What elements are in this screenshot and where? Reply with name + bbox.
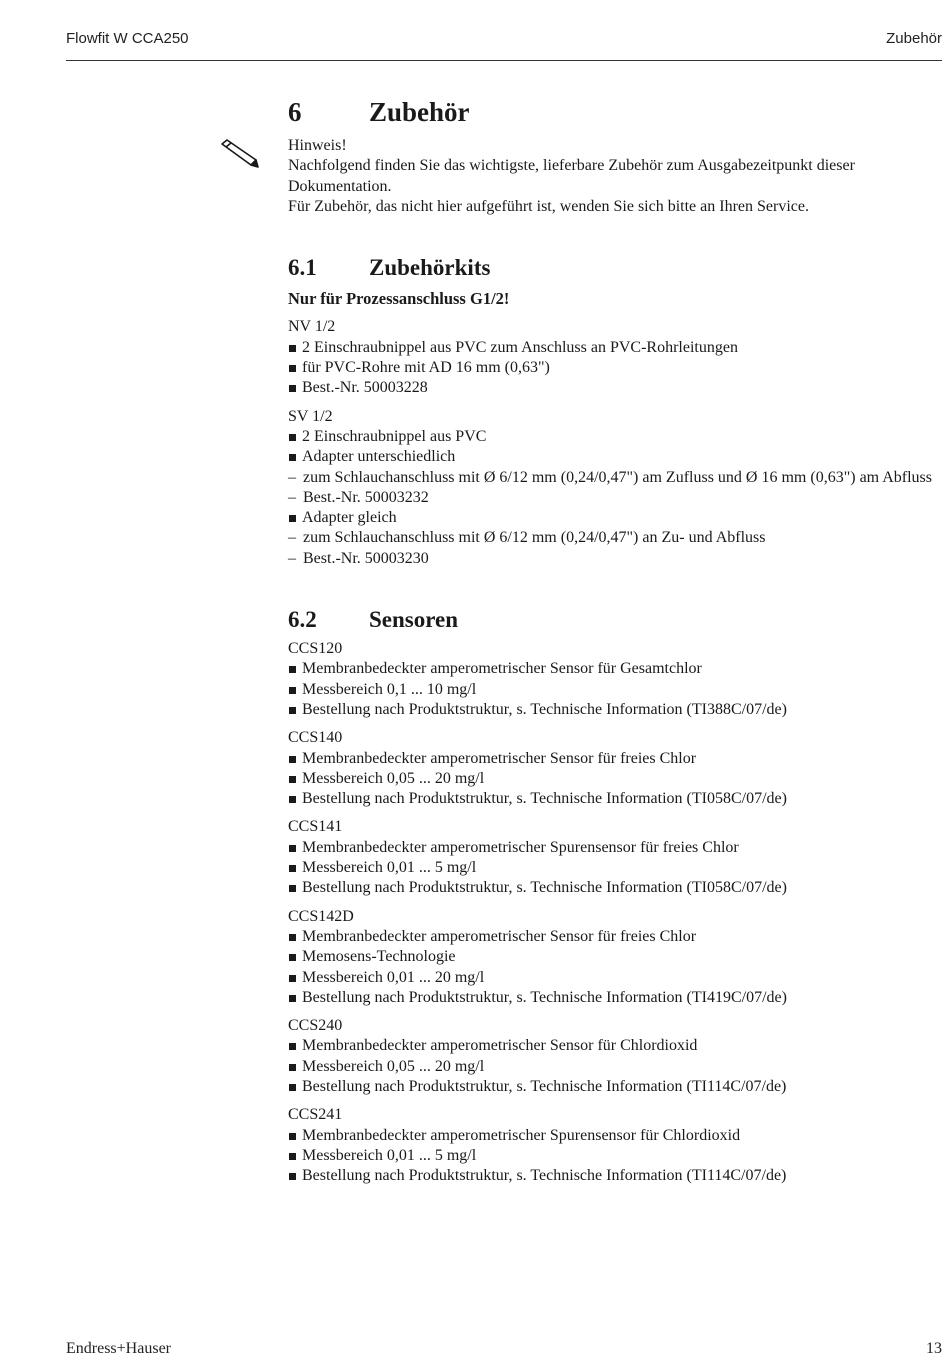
list-item: Memosens-Technologie bbox=[288, 947, 942, 967]
list-item: Bestellung nach Produktstruktur, s. Technische Information (TI419C/07/de) bbox=[288, 988, 942, 1008]
list-item: Bestellung nach Produktstruktur, s. Technische Information (TI058C/07/de) bbox=[288, 789, 942, 809]
sub-item-list bbox=[288, 468, 942, 509]
list-item: Bestellung nach Produktstruktur, s. Technische Information (TI114C/07/de) bbox=[288, 1166, 942, 1186]
section-heading-6-2 bbox=[288, 605, 942, 635]
list-item: Messbereich 0,01 ... 20 mg/l bbox=[288, 968, 942, 988]
note-line: Nachfolgend finden Sie das wichtigste, lieferbare Zubehör zum Ausgabezeitpunkt dieser bbox=[288, 157, 855, 175]
section-number: 6.2 bbox=[288, 607, 317, 633]
list-item: Membranbedeckter amperometrischer Sensor für freies Chlor bbox=[288, 749, 942, 769]
list-item: 2 Einschraubnippel aus PVC zum Anschluss an PVC-Rohrleitungen bbox=[288, 338, 942, 358]
list-item: Bestellung nach Produktstruktur, s. Technische Information (TI388C/07/de) bbox=[288, 700, 942, 720]
note-line: Für Zubehör, das nicht hier aufgeführt ist, wenden Sie sich bitte an Ihren Service. bbox=[288, 197, 809, 215]
sensor-item-list bbox=[288, 1036, 942, 1097]
sensor-item-list bbox=[288, 927, 942, 1008]
section-heading-6-1 bbox=[288, 253, 942, 283]
list-item: Membranbedeckter amperometrischer Spurensensor für Chlordioxid bbox=[288, 1126, 942, 1146]
section-subtitle: Nur für Prozessanschluss G1/2! bbox=[288, 289, 510, 309]
section-title: Zubehörkits bbox=[369, 255, 491, 281]
note-line: Dokumentation. bbox=[288, 177, 392, 195]
kit-sv bbox=[288, 407, 942, 569]
sensor-name: CCS140 bbox=[288, 729, 343, 747]
sub-list-item: – Best.-Nr. 50003232 bbox=[288, 488, 942, 508]
section-title: Sensoren bbox=[369, 607, 459, 633]
kit-name: NV 1/2 bbox=[288, 318, 336, 336]
list-item: Bestellung nach Produktstruktur, s. Technische Information (TI058C/07/de) bbox=[288, 878, 942, 898]
list-item: Messbereich 0,05 ... 20 mg/l bbox=[288, 769, 942, 789]
page-number: 13 bbox=[926, 1340, 942, 1357]
sensor-ccs120 bbox=[288, 639, 942, 720]
chapter-heading bbox=[288, 94, 942, 130]
section-number: 6.1 bbox=[288, 255, 317, 281]
sensor-ccs141 bbox=[288, 817, 942, 898]
sensor-name: CCS142D bbox=[288, 907, 354, 925]
list-item-text: Adapter unterschiedlich bbox=[302, 448, 456, 466]
page-footer bbox=[66, 1340, 942, 1358]
sensor-name: CCS241 bbox=[288, 1106, 343, 1124]
list-item: 2 Einschraubnippel aus PVC bbox=[288, 427, 942, 447]
header-rule bbox=[66, 60, 942, 61]
sub-list-item: – zum Schlauchanschluss mit Ø 6/12 mm (0,24/0,47") am Zufluss und Ø 16 mm (0,63") am Abfluss bbox=[288, 468, 942, 488]
list-item: Messbereich 0,05 ... 20 mg/l bbox=[288, 1057, 942, 1077]
sensor-ccs142d bbox=[288, 907, 942, 1008]
sensor-name: CCS141 bbox=[288, 818, 343, 836]
kit-nv bbox=[288, 317, 942, 398]
main-content bbox=[288, 94, 942, 1186]
list-item: Membranbedeckter amperometrischer Sensor für Chlordioxid bbox=[288, 1036, 942, 1056]
list-item: Best.-Nr. 50003228 bbox=[288, 378, 942, 398]
header-doc-title: Flowfit W CCA250 bbox=[66, 30, 189, 47]
sub-list-item: – Best.-Nr. 50003230 bbox=[288, 549, 942, 569]
sensor-item-list bbox=[288, 1126, 942, 1187]
list-item: Membranbedeckter amperometrischer Sensor für freies Chlor bbox=[288, 927, 942, 947]
sensor-ccs241 bbox=[288, 1105, 942, 1186]
kit-item-list bbox=[288, 427, 942, 569]
sensor-ccs240 bbox=[288, 1016, 942, 1097]
pencil-icon bbox=[218, 138, 260, 170]
list-item: Messbereich 0,1 ... 10 mg/l bbox=[288, 680, 942, 700]
sub-item-list bbox=[288, 528, 942, 569]
list-item bbox=[288, 508, 942, 569]
list-item-text: Adapter gleich bbox=[302, 509, 397, 527]
sensor-name: CCS120 bbox=[288, 640, 343, 658]
kit-name: SV 1/2 bbox=[288, 407, 333, 425]
sensor-item-list bbox=[288, 838, 942, 899]
note-label: Hinweis! bbox=[288, 137, 347, 154]
sensor-item-list bbox=[288, 749, 942, 810]
list-item: für PVC-Rohre mit AD 16 mm (0,63") bbox=[288, 358, 942, 378]
chapter-title: Zubehör bbox=[369, 97, 470, 127]
sensor-name: CCS240 bbox=[288, 1017, 343, 1035]
chapter-number: 6 bbox=[288, 97, 302, 127]
kit-item-list bbox=[288, 338, 942, 399]
note-block bbox=[288, 136, 942, 217]
sensor-item-list bbox=[288, 659, 942, 720]
header-chapter-title: Zubehör bbox=[886, 30, 942, 47]
list-item: Messbereich 0,01 ... 5 mg/l bbox=[288, 858, 942, 878]
page-header bbox=[66, 30, 942, 47]
list-item: Membranbedeckter amperometrischer Spurensensor für freies Chlor bbox=[288, 838, 942, 858]
footer-company: Endress+Hauser bbox=[66, 1340, 171, 1357]
list-item: Messbereich 0,01 ... 5 mg/l bbox=[288, 1146, 942, 1166]
sensor-ccs140 bbox=[288, 728, 942, 809]
list-item: Membranbedeckter amperometrischer Sensor für Gesamtchlor bbox=[288, 659, 942, 679]
list-item bbox=[288, 447, 942, 508]
list-item: Bestellung nach Produktstruktur, s. Technische Information (TI114C/07/de) bbox=[288, 1077, 942, 1097]
sub-list-item: – zum Schlauchanschluss mit Ø 6/12 mm (0,24/0,47") an Zu- und Abfluss bbox=[288, 528, 942, 548]
